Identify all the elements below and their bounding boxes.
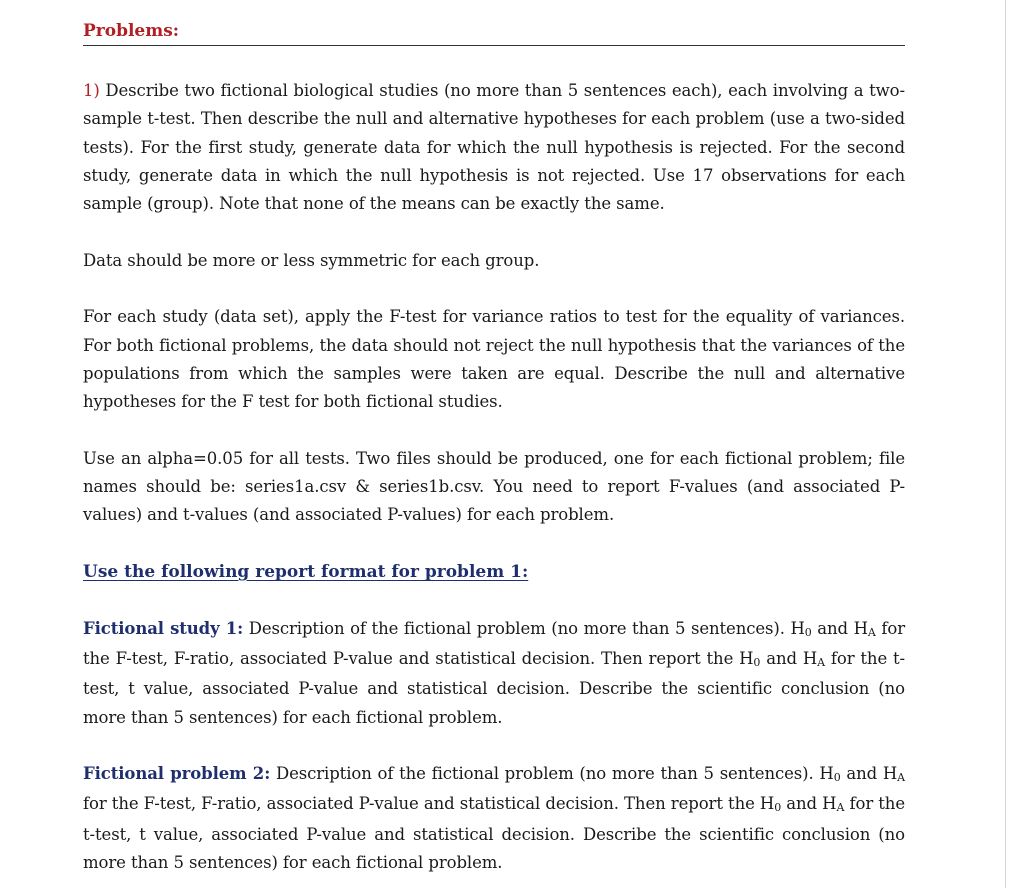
problem-2-text-2: and H xyxy=(840,764,898,784)
problem-2-sub-h0-b: 0 xyxy=(774,801,782,815)
study-1-sub-ha-b: A xyxy=(817,655,825,669)
ftest-paragraph: For each study (data set), apply the F-test for variance ratios to test for the equality of variances. For both fictional problems, the data should not reject the null hypothesis that the variances of the populations from which the samples were taken are equal. Describe the null and alternative hypotheses for the F test for both fictional studies. xyxy=(83,307,905,412)
problem-2-sub-ha-a: A xyxy=(897,771,906,785)
document-content xyxy=(83,20,905,877)
problem-2-text-1: Description of the fictional problem (no more than 5 sentences). H xyxy=(270,764,834,784)
alpha-paragraph: Use an alpha=0.05 for all tests. Two files should be produced, one for each fictional problem; file names should be: series1a.csv & series1b.csv. You need to report F-values (and associated P-values) and t-values (and associated P-values) for each problem. xyxy=(83,448,905,525)
report-format-heading: Use the following report format for problem 1: xyxy=(83,562,529,583)
problem-2-sub-h0-a: 0 xyxy=(833,771,841,785)
problem-2-text-4: and H xyxy=(781,794,837,814)
problems-heading: Problems: xyxy=(83,20,905,46)
symmetric-note: Data should be more or less symmetric for each group. xyxy=(83,250,540,270)
fictional-study-1 xyxy=(83,615,905,732)
study-1-sub-h0-b: 0 xyxy=(753,655,761,669)
study-1-label: Fictional study 1: xyxy=(83,618,244,638)
problem-1-text: Describe two fictional biological studies (no more than 5 sentences each), each involving a two-sample t-test. Then describe the null and alternative hypotheses for each problem (use a two-sided tests). For the first study, generate data for which the null hypothesis is rejected. For the second study, generate data in which the null hypothesis is not rejected. Use 17 observations for each sample (group). Note that none of the means can be exactly the same. xyxy=(83,81,905,214)
study-1-text-2: and H xyxy=(811,618,868,638)
fictional-problem-2 xyxy=(83,760,905,877)
problem-number: 1) xyxy=(83,81,100,100)
study-1-text-3: for the F-test, F-ratio, associated P-value and statistical decision. Then report the H xyxy=(83,618,905,668)
study-1-text-4: and H xyxy=(760,648,818,668)
study-1-sub-ha-a: A xyxy=(867,625,876,639)
problem-2-text-5: for the t-test, t value, associated P-value and statistical decision. Describe the scientific conclusion (no more than 5 sentences) for each fictional problem. xyxy=(83,794,905,873)
problem-2-sub-ha-b: A xyxy=(836,801,845,815)
problem-2-text-3: for the F-test, F-ratio, associated P-value and statistical decision. Then report the H xyxy=(83,794,775,814)
problem-1-paragraph xyxy=(83,77,905,218)
problem-2-label: Fictional problem 2: xyxy=(83,764,271,784)
study-1-sub-h0-a: 0 xyxy=(804,625,812,639)
page-edge-divider xyxy=(1005,0,1006,888)
study-1-text-5: for the t-test, t value, associated P-value and statistical decision. Describe the scientific conclusion (no more than 5 sentences) for each fictional problem. xyxy=(83,648,906,727)
study-1-text-1: Description of the fictional problem (no more than 5 sentences). H xyxy=(243,618,805,638)
